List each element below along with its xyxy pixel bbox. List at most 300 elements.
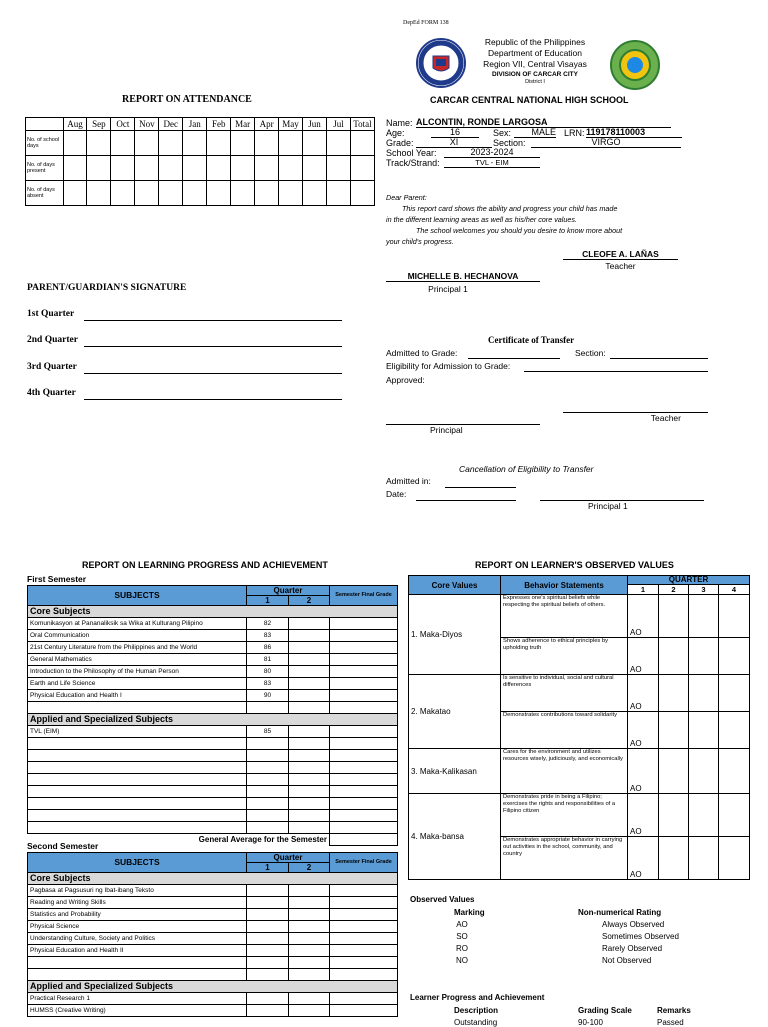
header-region: Region VII, Central Visayas (483, 59, 587, 69)
attendance-row (26, 181, 375, 206)
quarter-1-grade (247, 945, 289, 957)
core-value-name: 3. Maka-Kalikasan (409, 749, 501, 794)
subjects-header: SUBJECTS (28, 586, 247, 606)
final-grade (330, 642, 398, 654)
subject-row (28, 921, 398, 933)
value-quarter-1: AO (628, 712, 659, 749)
sem1-grades-table (27, 585, 398, 846)
student-grade: XI (416, 138, 492, 148)
cancel-principal-label: Principal 1 (588, 501, 628, 511)
value-quarter-2 (659, 675, 689, 712)
value-quarter-3 (689, 595, 719, 638)
quarter-header: Quarter (247, 853, 330, 863)
behavior-header: Behavior Statements (501, 576, 628, 595)
quarter-1-grade: 81 (247, 654, 289, 666)
form-code: DepEd FORM 138 (403, 20, 449, 26)
quarter-2-grade (289, 786, 330, 798)
values-row (409, 794, 750, 837)
subject-name: Komunikasyon at Pananaliksik sa Wika at Kulturang Pilipino (28, 618, 247, 630)
first-semester-label: First Semester (27, 574, 87, 584)
final-grade (330, 993, 398, 1005)
quarter-1-grade (247, 921, 289, 933)
quarter-3-label: 3rd Quarter (27, 362, 77, 372)
student-info (386, 118, 686, 168)
header-block (467, 37, 603, 86)
grade-label: Grade: (386, 138, 414, 148)
quarter-1-grade (247, 822, 289, 834)
quarter-4-signature-line[interactable] (84, 399, 342, 400)
subject-name: Reading and Writing Skills (28, 897, 247, 909)
final-grade (330, 690, 398, 702)
subject-row (28, 945, 398, 957)
student-lrn: 119178110003 (586, 128, 682, 138)
quarter-2-grade (289, 642, 330, 654)
attendance-table (25, 117, 375, 206)
behavior-statement: Demonstrates contributions toward solidarity (501, 712, 628, 749)
progress-title: REPORT ON LEARNING PROGRESS AND ACHIEVEMENT (82, 560, 328, 570)
final-grade (330, 885, 398, 897)
month-header: Mar (231, 118, 255, 131)
subject-row (28, 702, 398, 714)
quarter-1-grade: 86 (247, 642, 289, 654)
quarter-1-signature-line[interactable] (84, 320, 342, 321)
final-grade (330, 618, 398, 630)
subject-row (28, 726, 398, 738)
value-quarter-4 (719, 638, 750, 675)
subject-name: Understanding Culture, Society and Politics (28, 933, 247, 945)
quarter-2-grade (289, 690, 330, 702)
sex-label: Sex: (493, 128, 512, 138)
subject-name: Practical Research 1 (28, 993, 247, 1005)
value-quarter-4 (719, 595, 750, 638)
behavior-statement: Cares for the environment and utilizes resources wisely, judiciously, and economically (501, 749, 628, 794)
value-quarter-2 (659, 595, 689, 638)
quarter-2-grade (289, 618, 330, 630)
transfer-teacher-label: Teacher (650, 413, 681, 423)
legend-mark: SO (456, 932, 468, 941)
quarter-2-grade (289, 969, 330, 981)
lpa-remarks: Passed (657, 1018, 684, 1027)
value-quarter-1: AO (628, 638, 659, 675)
final-grade (330, 798, 398, 810)
subject-name (28, 957, 247, 969)
quarter-4-label: 4th Quarter (27, 388, 76, 398)
legend-rating: Always Observed (602, 920, 665, 929)
quarter-2-grade (289, 957, 330, 969)
subject-row (28, 885, 398, 897)
letter-greeting: Dear Parent: (386, 193, 427, 202)
value-quarter-1: AO (628, 749, 659, 794)
quarter-2-header: 2 (289, 863, 330, 873)
age-label: Age: (386, 128, 405, 138)
lpa-remarks-header: Remarks (657, 1006, 691, 1015)
quarter-2-grade (289, 738, 330, 750)
subject-row (28, 750, 398, 762)
values-q3-header: 3 (689, 585, 719, 595)
final-grade (330, 933, 398, 945)
value-quarter-4 (719, 712, 750, 749)
lpa-desc-header: Description (454, 1006, 499, 1015)
subject-name: Earth and Life Science (28, 678, 247, 690)
letter-p2b: your child's progress. (386, 237, 454, 246)
subject-row (28, 654, 398, 666)
teacher-label: Teacher (605, 261, 636, 271)
student-name: ALCONTIN, RONDE LARGOSA (416, 118, 671, 128)
quarter-2-grade (289, 726, 330, 738)
quarter-1-grade (247, 762, 289, 774)
final-grade-header: Semester Final Grade (330, 853, 398, 873)
values-table (408, 575, 750, 880)
subject-row (28, 933, 398, 945)
lpa-scale: 90-100 (578, 1018, 603, 1027)
subjects-header: SUBJECTS (28, 853, 247, 873)
subject-name: HUMSS (Creative Writing) (28, 1005, 247, 1017)
subject-name (28, 969, 247, 981)
quarter-2-label: 2nd Quarter (27, 335, 78, 345)
transfer-principal-label: Principal (430, 425, 463, 435)
letter-p1b: in the different learning areas as well as his/her core values. (386, 215, 577, 224)
teacher-name: CLEOFE A. LAÑAS (563, 249, 678, 260)
date-field[interactable] (416, 500, 516, 501)
value-quarter-3 (689, 837, 719, 880)
quarter-2-grade (289, 885, 330, 897)
value-quarter-3 (689, 712, 719, 749)
values-row (409, 749, 750, 794)
general-average-label: General Average for the Semester (28, 834, 330, 846)
values-quarter-header: QUARTER (628, 576, 750, 585)
subject-row (28, 897, 398, 909)
applied-subjects-label: Applied and Specialized Subjects (28, 981, 398, 993)
quarter-1-grade (247, 810, 289, 822)
quarter-3-signature-line[interactable] (84, 373, 342, 374)
final-grade-header: Semester Final Grade (330, 586, 398, 606)
header-division: DIVISION OF CARCAR CITY (492, 71, 578, 78)
value-quarter-3 (689, 794, 719, 837)
eligibility-label: Eligibility for Admission to Grade: (386, 361, 511, 371)
quarter-1-grade: 85 (247, 726, 289, 738)
quarter-1-grade (247, 933, 289, 945)
subject-name: 21st Century Literature from the Philippines and the World (28, 642, 247, 654)
final-grade (330, 702, 398, 714)
quarter-2-grade (289, 630, 330, 642)
month-header: May (279, 118, 303, 131)
values-title: REPORT ON LEARNER'S OBSERVED VALUES (475, 560, 674, 570)
month-header: Apr (255, 118, 279, 131)
subject-name (28, 798, 247, 810)
quarter-2-signature-line[interactable] (84, 346, 342, 347)
legend-row (430, 944, 730, 956)
subject-name: Introduction to the Philosophy of the Human Person (28, 666, 247, 678)
quarter-2-grade (289, 702, 330, 714)
month-header: Nov (135, 118, 159, 131)
subject-row (28, 774, 398, 786)
final-grade (330, 738, 398, 750)
subject-row (28, 618, 398, 630)
value-quarter-4 (719, 675, 750, 712)
observed-values-title: Observed Values (410, 895, 475, 904)
general-average-value (330, 834, 398, 846)
subject-row (28, 798, 398, 810)
quarter-2-grade (289, 822, 330, 834)
core-value-name: 4. Maka-bansa (409, 794, 501, 880)
month-header: Oct (111, 118, 135, 131)
quarter-2-grade (289, 774, 330, 786)
final-grade (330, 666, 398, 678)
attendance-header-row (26, 118, 375, 131)
quarter-2-grade (289, 1005, 330, 1017)
applied-subjects-label: Applied and Specialized Subjects (28, 714, 398, 726)
values-q1-header: 1 (628, 585, 659, 595)
attendance-row-label: No. of days present (26, 156, 64, 181)
sem2-grades-table (27, 852, 398, 1017)
quarter-2-grade (289, 909, 330, 921)
subject-name (28, 774, 247, 786)
value-quarter-2 (659, 837, 689, 880)
subject-name: Physical Education and Health II (28, 945, 247, 957)
legend-mark: AO (456, 920, 468, 929)
name-label: Name: (386, 118, 413, 128)
quarter-2-grade (289, 933, 330, 945)
subject-row (28, 642, 398, 654)
quarter-1-grade (247, 969, 289, 981)
behavior-statement: Is sensitive to individual, social and cultural differences (501, 675, 628, 712)
final-grade (330, 921, 398, 933)
final-grade (330, 654, 398, 666)
school-seal-icon (610, 40, 660, 90)
subject-name: Statistics and Probability (28, 909, 247, 921)
header-district: District I (525, 79, 545, 85)
approved-label: Approved: (386, 375, 425, 385)
cancel-title: Cancellation of Eligibility to Transfer (459, 464, 594, 474)
quarter-1-grade: 82 (247, 618, 289, 630)
eligibility-field[interactable] (524, 371, 708, 372)
value-quarter-4 (719, 794, 750, 837)
quarter-1-grade: 90 (247, 690, 289, 702)
admitted-in-field[interactable] (445, 487, 516, 488)
quarter-1-grade: 83 (247, 678, 289, 690)
attendance-title: REPORT ON ATTENDANCE (122, 94, 252, 105)
final-grade (330, 957, 398, 969)
letter-p1a: This report card shows the ability and progress your child has made (402, 204, 618, 213)
behavior-statement: Demonstrates appropriate behavior in carrying out activities in the school, community, and country (501, 837, 628, 880)
final-grade (330, 909, 398, 921)
quarter-2-grade (289, 897, 330, 909)
date-label: Date: (386, 489, 407, 499)
quarter-2-grade (289, 762, 330, 774)
month-header: Jun (303, 118, 327, 131)
quarter-1-grade (247, 738, 289, 750)
transfer-section-field[interactable] (610, 358, 708, 359)
quarter-1-grade (247, 702, 289, 714)
legend-row (430, 956, 730, 968)
behavior-statement: Demonstrates pride in being a Filipino; exercises the rights and responsibilities of a Filipino citizen (501, 794, 628, 837)
final-grade (330, 762, 398, 774)
behavior-statement: Expresses one's spiritual beliefs while respecting the spiritual beliefs of others. (501, 595, 628, 638)
subject-row (28, 993, 398, 1005)
month-header: Total (350, 118, 374, 131)
quarter-1-grade: 83 (247, 630, 289, 642)
legend-rating: Sometimes Observed (602, 932, 679, 941)
admitted-in-label: Admitted in: (386, 476, 431, 486)
subject-name: Physical Education and Health I (28, 690, 247, 702)
student-sex: MALE (514, 128, 556, 138)
value-quarter-3 (689, 675, 719, 712)
final-grade (330, 1005, 398, 1017)
final-grade (330, 822, 398, 834)
subject-row (28, 969, 398, 981)
final-grade (330, 726, 398, 738)
value-quarter-1: AO (628, 837, 659, 880)
subject-row (28, 822, 398, 834)
subject-row (28, 738, 398, 750)
subject-row (28, 630, 398, 642)
lpa-title: Learner Progress and Achievement (410, 993, 545, 1002)
transfer-principal-line[interactable] (386, 424, 540, 425)
subject-row (28, 909, 398, 921)
core-value-name: 1. Maka-Diyos (409, 595, 501, 675)
legend-row (430, 932, 730, 944)
month-header: Jan (183, 118, 207, 131)
quarter-2-grade (289, 750, 330, 762)
month-header: Sep (87, 118, 111, 131)
core-values-header: Core Values (409, 576, 501, 595)
final-grade (330, 786, 398, 798)
subject-name: TVL (EIM) (28, 726, 247, 738)
subject-row (28, 690, 398, 702)
final-grade (330, 774, 398, 786)
quarter-2-grade (289, 993, 330, 1005)
signature-title: PARENT/GUARDIAN'S SIGNATURE (27, 283, 187, 293)
quarter-2-grade (289, 921, 330, 933)
value-quarter-4 (719, 837, 750, 880)
value-quarter-1: AO (628, 595, 659, 638)
legend-row (430, 920, 730, 932)
lrn-label: LRN: (564, 128, 585, 138)
track-label: Track/Strand: (386, 158, 440, 168)
subject-name: Pagbasa at Pagsusuri ng Ibat-ibang Teksto (28, 885, 247, 897)
attendance-row (26, 131, 375, 156)
value-quarter-2 (659, 749, 689, 794)
subject-name (28, 738, 247, 750)
core-value-name: 2. Makatao (409, 675, 501, 749)
school-name: CARCAR CENTRAL NATIONAL HIGH SCHOOL (430, 95, 629, 105)
legend-rating: Rarely Observed (602, 944, 663, 953)
rating-header: Non-numerical Rating (578, 908, 662, 917)
quarter-2-grade (289, 666, 330, 678)
subject-name: Oral Communication (28, 630, 247, 642)
attendance-row (26, 156, 375, 181)
quarter-1-header: 1 (247, 863, 289, 873)
core-subjects-label: Core Subjects (28, 873, 398, 885)
subject-name (28, 810, 247, 822)
lpa-desc: Outstanding (454, 1018, 498, 1027)
school-year-label: School Year: (386, 148, 437, 158)
section-label: Section: (493, 138, 526, 148)
final-grade (330, 630, 398, 642)
subject-row (28, 762, 398, 774)
quarter-1-grade (247, 885, 289, 897)
lpa-scale-header: Grading Scale (578, 1006, 632, 1015)
quarter-2-grade (289, 798, 330, 810)
subject-row (28, 678, 398, 690)
legend-mark: NO (456, 956, 468, 965)
header-department: Department of Education (487, 48, 583, 58)
value-quarter-1: AO (628, 794, 659, 837)
quarter-1-grade (247, 750, 289, 762)
transfer-section-label: Section: (575, 348, 606, 358)
value-quarter-3 (689, 638, 719, 675)
student-track: TVL - EIM (444, 158, 540, 168)
transfer-title: Certificate of Transfer (488, 335, 575, 345)
final-grade (330, 678, 398, 690)
final-grade (330, 897, 398, 909)
subject-name: Physical Science (28, 921, 247, 933)
values-legend (430, 920, 730, 968)
quarter-1-label: 1st Quarter (27, 309, 75, 319)
subject-row (28, 666, 398, 678)
quarter-1-grade (247, 798, 289, 810)
values-row (409, 595, 750, 638)
value-quarter-4 (719, 749, 750, 794)
subject-row (28, 786, 398, 798)
quarter-2-header: 2 (289, 596, 330, 606)
values-q4-header: 4 (719, 585, 750, 595)
month-header: Jul (326, 118, 350, 131)
subject-name (28, 786, 247, 798)
admitted-grade-field[interactable] (468, 358, 560, 359)
month-header: Feb (207, 118, 231, 131)
quarter-1-grade (247, 774, 289, 786)
admitted-grade-label: Admitted to Grade: (386, 348, 458, 358)
student-age: 16 (431, 128, 479, 138)
value-quarter-2 (659, 638, 689, 675)
quarter-1-grade: 80 (247, 666, 289, 678)
final-grade (330, 969, 398, 981)
final-grade (330, 945, 398, 957)
subject-row (28, 810, 398, 822)
legend-rating: Not Observed (602, 956, 652, 965)
values-q2-header: 2 (659, 585, 689, 595)
principal-label: Principal 1 (428, 284, 468, 294)
subject-name: General Mathematics (28, 654, 247, 666)
parent-letter (386, 192, 686, 247)
final-grade (330, 810, 398, 822)
quarter-1-grade (247, 1005, 289, 1017)
legend-mark: RO (456, 944, 468, 953)
core-subjects-label: Core Subjects (28, 606, 398, 618)
month-header: Dec (159, 118, 183, 131)
quarter-2-grade (289, 810, 330, 822)
second-semester-label: Second Semester (27, 841, 99, 851)
quarter-header: Quarter (247, 586, 330, 596)
student-school-year: 2023-2024 (444, 148, 540, 158)
subject-name (28, 762, 247, 774)
student-section: VIRGO (531, 138, 681, 148)
header-republic: Republic of the Philippines (484, 37, 586, 47)
quarter-1-grade (247, 897, 289, 909)
principal-name: MICHELLE B. HECHANOVA (386, 271, 540, 282)
quarter-1-grade (247, 957, 289, 969)
month-header: Aug (63, 118, 87, 131)
value-quarter-1: AO (628, 675, 659, 712)
value-quarter-2 (659, 712, 689, 749)
attendance-row-label: No. of school days (26, 131, 64, 156)
quarter-1-header: 1 (247, 596, 289, 606)
subject-row (28, 1005, 398, 1017)
quarter-1-grade (247, 786, 289, 798)
value-quarter-2 (659, 794, 689, 837)
subject-name (28, 702, 247, 714)
